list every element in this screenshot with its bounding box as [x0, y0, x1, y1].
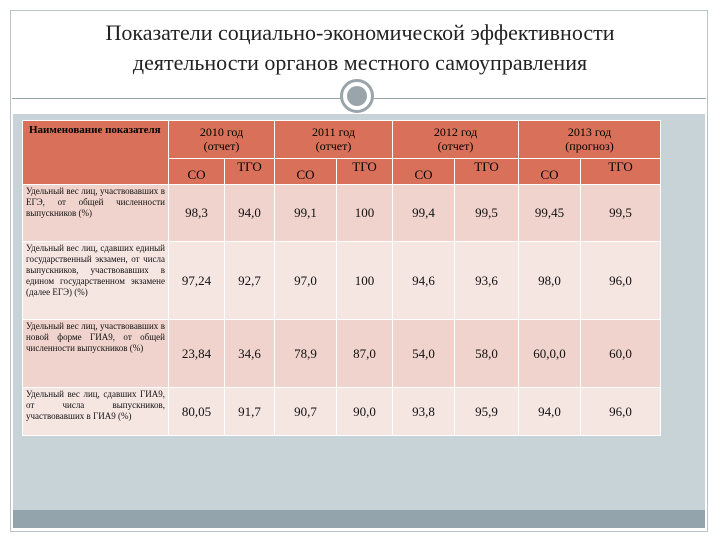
year-label: 2010 год — [199, 125, 244, 139]
year-status: (отчет) — [203, 139, 240, 153]
title-line-1: Показатели социально-экономической эффективности — [105, 20, 615, 45]
value-cell: 99,4 — [393, 185, 455, 242]
value-cell: 78,9 — [275, 320, 337, 388]
year-label: 2013 год — [567, 125, 612, 139]
divider-circle-ornament — [340, 79, 374, 113]
value-cell: 94,0 — [519, 388, 581, 436]
value-cell: 100 — [337, 242, 393, 320]
indicator-name: Удельный вес лиц, сдавших ГИА9, от числа выпускников, участвовавших в ГИА9 (%) — [23, 388, 169, 436]
value-cell: 96,0 — [581, 242, 661, 320]
subheader-tgo: ТГО — [455, 159, 519, 185]
indicator-name: Удельный вес лиц, участвовавших в ЕГЭ, от общей численности выпускников (%) — [23, 185, 169, 242]
indicator-name: Удельный вес лиц, участвовавших в новой форме ГИА9, от общей численности выпускников (%) — [23, 320, 169, 388]
column-header-indicator-name: Наименование показателя — [23, 121, 169, 185]
value-cell: 95,9 — [455, 388, 519, 436]
value-cell: 99,5 — [455, 185, 519, 242]
column-header-year-2010 — [169, 121, 275, 159]
value-cell: 96,0 — [581, 388, 661, 436]
value-cell: 99,1 — [275, 185, 337, 242]
value-cell: 23,84 — [169, 320, 225, 388]
subheader-co: СО — [169, 159, 225, 185]
table-row — [23, 242, 661, 320]
value-cell: 94,0 — [225, 185, 275, 242]
subheader-co: СО — [393, 159, 455, 185]
subheader-co: СО — [275, 159, 337, 185]
value-cell: 34,6 — [225, 320, 275, 388]
value-cell: 98,3 — [169, 185, 225, 242]
value-cell: 60,0 — [581, 320, 661, 388]
value-cell: 80,05 — [169, 388, 225, 436]
column-header-year-2011 — [275, 121, 393, 159]
year-status: (отчет) — [437, 139, 474, 153]
slide-title — [12, 18, 708, 78]
table-row — [23, 388, 661, 436]
subheader-tgo: ТГО — [225, 159, 275, 185]
table-row — [23, 185, 661, 242]
value-cell: 54,0 — [393, 320, 455, 388]
value-cell: 97,0 — [275, 242, 337, 320]
title-line-2: деятельности органов местного самоуправления — [132, 50, 588, 75]
value-cell: 97,24 — [169, 242, 225, 320]
column-header-year-2013 — [519, 121, 661, 159]
year-status: (прогноз) — [565, 139, 614, 153]
indicators-table — [22, 120, 661, 436]
value-cell: 100 — [337, 185, 393, 242]
value-cell: 94,6 — [393, 242, 455, 320]
value-cell: 91,7 — [225, 388, 275, 436]
value-cell: 98,0 — [519, 242, 581, 320]
bottom-bar — [13, 510, 705, 528]
year-label: 2011 год — [312, 125, 355, 139]
value-cell: 58,0 — [455, 320, 519, 388]
indicator-name: Удельный вес лиц, сдавших единый государственный экзамен, от числа выпускников, участвовавших в едином государственном экзамене (далее ЕГЭ) (%) — [23, 242, 169, 320]
table-row — [23, 320, 661, 388]
value-cell: 92,7 — [225, 242, 275, 320]
year-status: (отчет) — [315, 139, 352, 153]
value-cell: 90,7 — [275, 388, 337, 436]
value-cell: 93,6 — [455, 242, 519, 320]
subheader-tgo: ТГО — [581, 159, 661, 185]
value-cell: 87,0 — [337, 320, 393, 388]
value-cell: 99,5 — [581, 185, 661, 242]
value-cell: 90,0 — [337, 388, 393, 436]
value-cell: 93,8 — [393, 388, 455, 436]
value-cell: 60,0,0 — [519, 320, 581, 388]
subheader-co: СО — [519, 159, 581, 185]
value-cell: 99,45 — [519, 185, 581, 242]
subheader-tgo: ТГО — [337, 159, 393, 185]
column-header-year-2012 — [393, 121, 519, 159]
year-label: 2012 год — [433, 125, 478, 139]
